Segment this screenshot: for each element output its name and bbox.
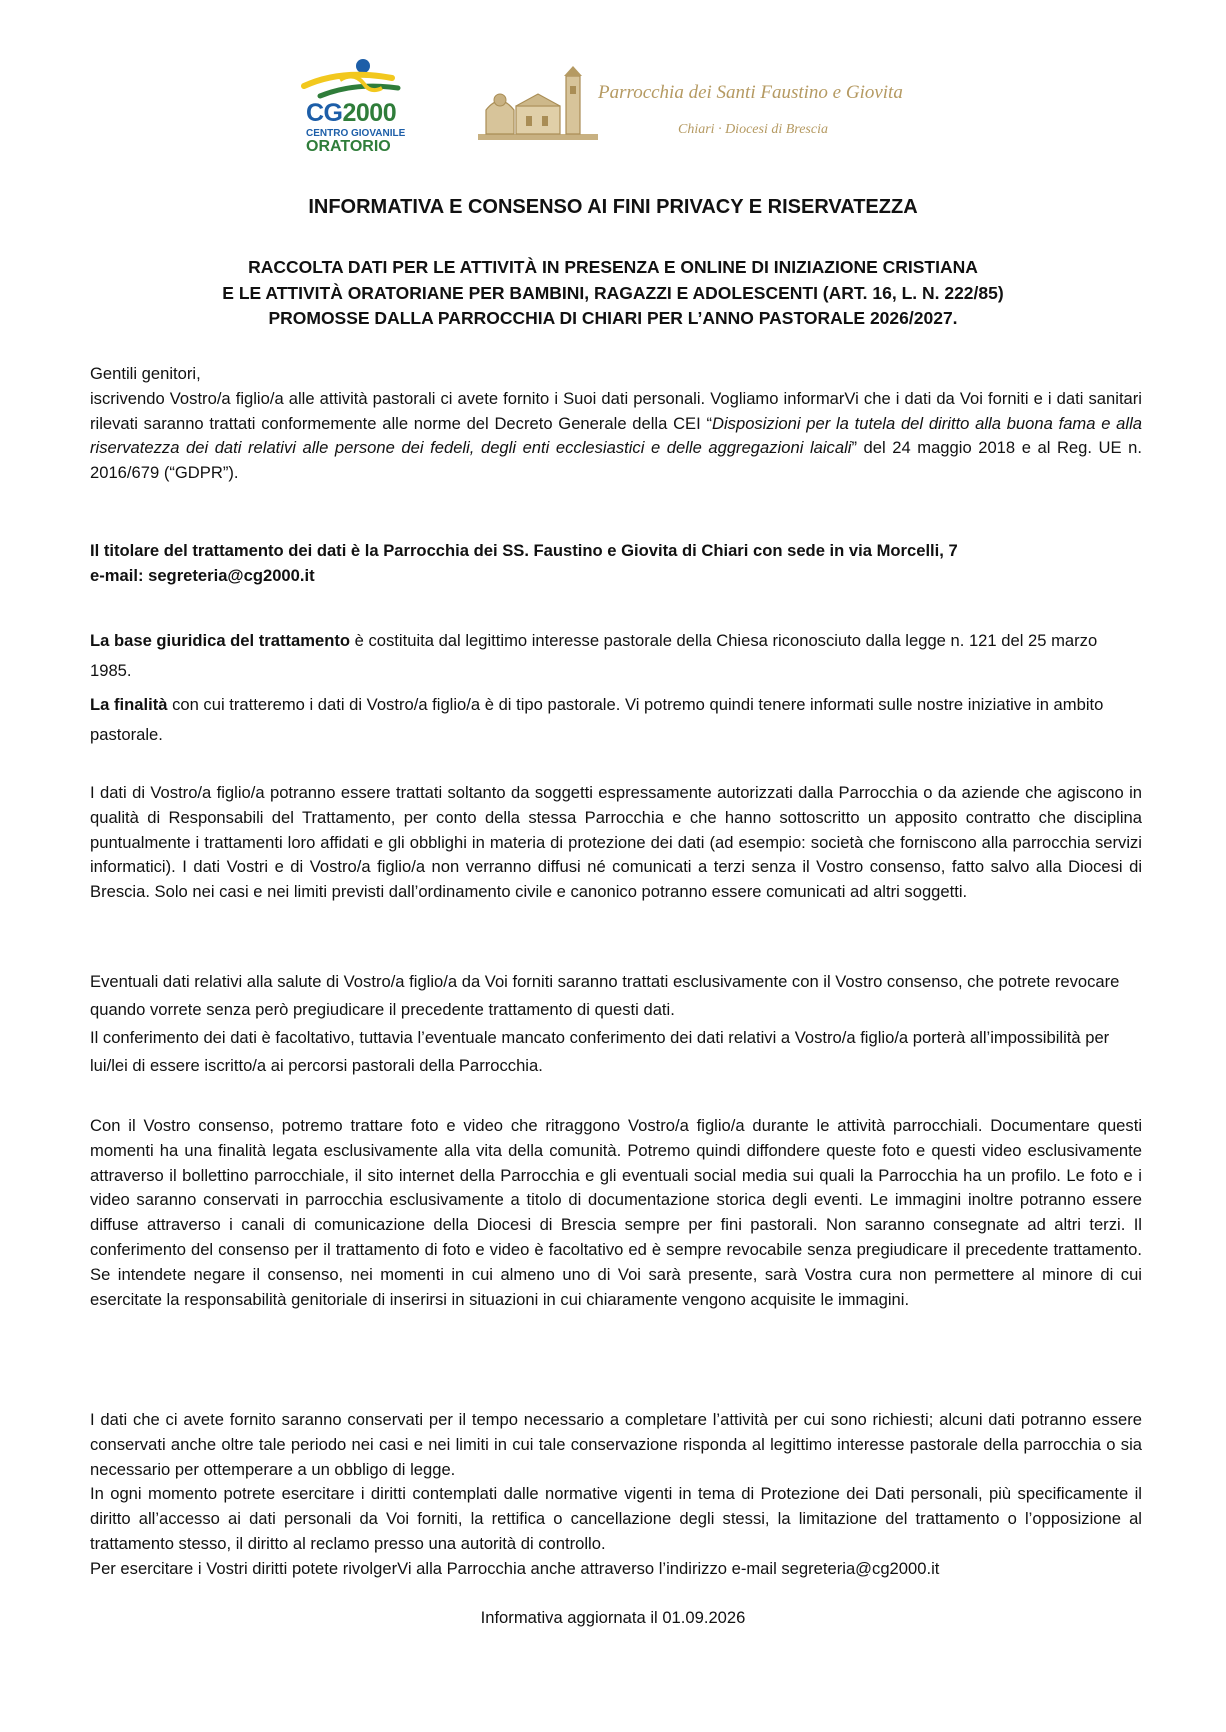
document-title: INFORMATIVA E CONSENSO AI FINI PRIVACY E RISERVATEZZA: [308, 196, 918, 218]
subtitle-line: E LE ATTIVITÀ ORATORIANE PER BAMBINI, RAGAZZI E ADOLESCENTI (ART. 16, L. N. 222/85): [222, 282, 1004, 303]
intro-paragraph: iscrivendo Vostro/a figlio/a alle attività pastorali ci avete fornito i Suoi dati personali. Vogliamo informarVi che i dati da Voi forniti e i dati sanitari rilevati saranno trattati conformemente alle norme del Decreto Generale della CEI “Disposizioni per la tutela del diritto alla buona fama e alla riservatezza dei dati relativi alle persone dei fedeli, degli enti ecclesiastici e delle aggregazioni laicali” del 24 maggio 2018 e al Reg. UE n. 2016/679 (“GDPR”).: [90, 388, 1143, 483]
parish-logo-name: Parrocchia dei Santi Faustino e Giovita: [598, 82, 903, 103]
controller-email: e-mail: segreteria@cg2000.it: [90, 565, 315, 585]
cg2000-oratorio: ORATORIO: [306, 138, 391, 155]
greeting: Gentili genitori,: [90, 364, 201, 383]
optional-paragraph: Il conferimento dei dati è facoltativo, tuttavia l’eventuale mancato conferimento dei dati relativi a Vostro/a figlio/a porterà all’impossibilità per lui/lei di essere iscritto/a ai percorsi pastorali della Parrocchia.: [90, 1028, 1110, 1075]
retention-paragraph: I dati che ci avete fornito saranno conservati per il tempo necessario a completare l’attività per cui sono richiesti; alcuni dati potranno essere conservati anche oltre tale periodo nei casi e nei limiti in cui tale conservazione risponda al legittimo interesse pastorale della parrocchia o sia necessario per ottemperare a un obbligo di legge.: [90, 1410, 1142, 1479]
legal-basis-section: [90, 626, 1142, 750]
photos-paragraph: Con il Vostro consenso, potremo trattare foto e video che ritraggono Vostro/a figlio/a durante le attività parrocchiali. Documentare questi momenti ha una finalità legata esclusivamente alla vita della comunità. Potremo quindi diffondere queste foto e questi video esclusivamente attraverso il bollettino parrocchiale, il sito internet della Parrocchia e gli eventuali social media sui quali la Parrocchia ha un profilo. Le foto e i video saranno conservati in parrocchia esclusivamente a titolo di documentazione storica degli eventi. Le immagini inoltre potranno essere diffuse attraverso i canali di comunicazione della Diocesi di Brescia sempre per fini pastorali. Non saranno consegnate ad altri terzi. Il conferimento del consenso per il trattamento di foto e video è facoltativo ed è sempre revocabile senza pregiudicare il precedente trattamento. Se intendete negare il consenso, nei momenti in cui almeno uno di Voi sarà presente, sarà Vostra cura non permettere al minore di cui esercitate la responsabilità genitoriale di inserirsi in situazioni in cui chiaramente vengono acquisite le immagini.: [90, 1116, 1142, 1309]
cg2000-logo: [300, 56, 410, 156]
health-section: [90, 968, 1142, 1080]
subtitle-line: RACCOLTA DATI PER LE ATTIVITÀ IN PRESENZA E ONLINE DI INIZIAZIONE CRISTIANA: [248, 257, 978, 277]
parish-logo-location: Chiari · Diocesi di Brescia: [678, 122, 828, 137]
church-drawing-icon: [478, 62, 598, 152]
decree-title: Disposizioni per la tutela del diritto alla buona fama e alla riservatezza dei dati relativi alle persone dei fedeli, degli enti ecclesiastici e delle aggregazioni laicali: [90, 413, 1142, 458]
rights-paragraph: In ogni momento potrete esercitare i diritti contemplati dalle normative vigenti in tema di Protezione dei Dati personali, più specificamente il diritto all’accesso ai dati personali da Voi forniti, la rettifica o cancellazione degli stessi, la limitazione del trattamento o l’opposizione al trattamento stesso, il diritto al reclamo presso una autorità di controllo.: [90, 1484, 1142, 1553]
contact-paragraph: Per esercitare i Vostri diritti potete rivolgerVi alla Parrocchia anche attraverso l’indirizzo e-mail segreteria@cg2000.it: [90, 1558, 940, 1578]
processors-paragraph: I dati di Vostro/a figlio/a potranno essere trattati soltanto da soggetti espressamente autorizzati dalla Parrocchia o da aziende che agiscono in qualità di Responsabili del Trattamento, per conto della stessa Parrocchia e che hanno sottoscritto un apposito contratto che disciplina puntualmente i trattamenti loro affidati e gli obblighi in materia di protezione dei dati (ad esempio: società che forniscono alla parrocchia servizi informatici). I dati Vostri e di Vostro/a figlio/a non verranno diffusi né comunicati a terzi senza il Vostro consenso, fatto salvo alla Diocesi di Brescia. Solo nei casi e nei limiti previsti dall’ordinamento civile e canonico potranno essere comunicati ad altri soggetti.: [90, 783, 1142, 902]
cg2000-title: CG2000: [306, 99, 397, 127]
intro-section: [90, 362, 1142, 486]
purpose-paragraph: La finalità con cui tratteremo i dati di Vostro/a figlio/a è di tipo pastorale. Vi potremo quindi tenere informati sulle nostre iniziative in ambito pastorale.: [90, 695, 1104, 744]
legal-basis-paragraph: La base giuridica del trattamento è costituita dal legittimo interesse pastorale della Chiesa riconosciuto dalla legge n. 121 del 25 marzo 1985.: [90, 631, 1098, 680]
update-date-footer: Informativa aggiornata il 01.09.2026: [480, 1608, 746, 1627]
document-subtitle: [0, 255, 1226, 332]
rights-section: [90, 1408, 1142, 1582]
subtitle-line: PROMOSSE DALLA PARROCCHIA DI CHIARI PER L’ANNO PASTORALE 2026/2027.: [268, 308, 958, 328]
controller-section: [90, 539, 1142, 589]
cg2000-subtitle: CENTRO GIOVANILE: [306, 128, 406, 139]
health-paragraph: Eventuali dati relativi alla salute di Vostro/a figlio/a da Voi forniti saranno trattati esclusivamente con il Vostro consenso, che potrete revocare quando vorrete senza però pregiudicare il precedente trattamento di questi dati.: [90, 972, 1120, 1019]
parish-logo: [478, 62, 938, 152]
controller-line: Il titolare del trattamento dei dati è la Parrocchia dei SS. Faustino e Giovita di Chiari con sede in via Morcelli, 7: [90, 541, 958, 560]
